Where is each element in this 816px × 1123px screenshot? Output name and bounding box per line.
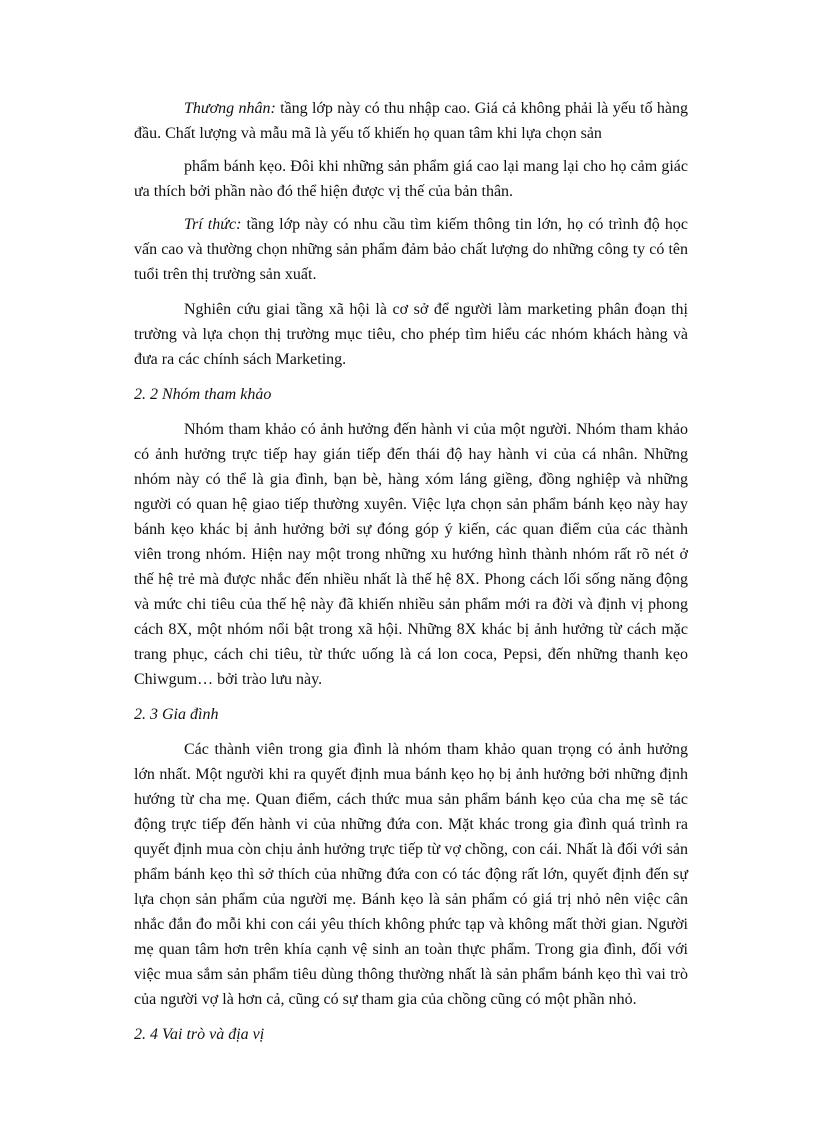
label-intellectuals: Trí thức: [184, 216, 242, 233]
text-merchants: tầng lớp này có thu nhập cao. Giá cả không phải là yếu tố hàng đầu. Chất lượng và mẫu mã là yếu tố khiến họ quan tâm khi lựa chọn sản [134, 100, 688, 142]
text-merchants-continued: phẩm bánh kẹo. Đôi khi những sản phẩm giá cao lại mang lại cho họ cảm giác ưa thích bởi phần nào đó thể hiện được vị thế của bản thân. [134, 158, 688, 200]
paragraph-merchants [134, 96, 688, 146]
text-intellectuals: tầng lớp này có nhu cầu tìm kiếm thông tin lớn, họ có trình độ học vấn cao và thường chọn những sản phẩm đảm bảo chất lượng do những công ty có tên tuổi trên thị trường sản xuất. [134, 216, 688, 283]
document-body [134, 96, 688, 1057]
paragraph-reference-group: Nhóm tham khảo có ảnh hưởng đến hành vi của một người. Nhóm tham khảo có ảnh hưởng trực tiếp hay gián tiếp đến thái độ hay hành vi của cá nhân. Những nhóm này có thể là gia đình, bạn bè, hàng xóm láng giềng, đồng nghiệp và những người có quan hệ giao tiếp thường xuyên. Việc lựa chọn sản phẩm bánh kẹo này hay bánh kẹo khác bị ảnh hưởng bởi sự đóng góp ý kiến, các quan điểm của các thành viên trong nhóm. Hiện nay một trong những xu hướng hình thành nhóm rất rõ nét ở thế hệ trẻ mà được nhắc đến nhiều nhất là thế hệ 8X. Phong cách lối sống năng động và mức chi tiêu của thế hệ này đã khiến nhiều sản phẩm mới ra đời và định vị phong cách 8X, một nhóm nổi bật trong xã hội. Những 8X khác bị ảnh hưởng từ cách mặc trang phục, cách chi tiêu, từ thức uống là cá lon coca, Pepsi, đến những thanh kẹo Chiwgum… bởi trào lưu này. [134, 421, 688, 688]
paragraph-family: Các thành viên trong gia đình là nhóm tham khảo quan trọng có ảnh hưởng lớn nhất. Một người khi ra quyết định mua bánh kẹo họ bị ảnh hưởng bởi những định hướng từ cha mẹ. Quan điểm, cách thức mua sản phẩm bánh kẹo của cha mẹ sẽ tác động trực tiếp đến hành vi của những đứa con. Mặt khác trong gia đình quá trình ra quyết định mua còn chịu ảnh hưởng trực tiếp từ vợ chồng, con cái. Nhất là đối với sản phẩm bánh kẹo thì sở thích của những đứa con có tác động rất lớn, quyết định đến sự lựa chọn sản phẩm của người mẹ. Bánh kẹo là sản phẩm có giá trị nhỏ nên việc cân nhắc đắn đo mỗi khi con cái yêu thích không phức tạp và không mất thời gian. Người mẹ quan tâm hơn trên khía cạnh vệ sinh an toàn thực phẩm. Trong gia đình, đối với việc mua sắm sản phẩm tiêu dùng thông thường nhất là sản phẩm bánh kẹo thì vai trò của người vợ là hơn cả, cũng có sự tham gia của chồng cũng có một phần nhỏ. [134, 741, 688, 1008]
heading-reference-group: 2. 2 Nhóm tham khảo [134, 386, 272, 403]
paragraph-social-class: Nghiên cứu giai tầng xã hội là cơ sở để người làm marketing phân đoạn thị trường và lựa chọn thị trường mục tiêu, cho phép tìm hiểu các nhóm khách hàng và đưa ra các chính sách Marketing. [134, 301, 688, 368]
label-merchants: Thương nhân: [184, 100, 276, 117]
paragraph-merchants-continued [134, 154, 688, 204]
paragraph-intellectuals [134, 212, 688, 287]
heading-family: 2. 3 Gia đình [134, 706, 219, 723]
heading-role-status: 2. 4 Vai trò và địa vị [134, 1026, 265, 1043]
